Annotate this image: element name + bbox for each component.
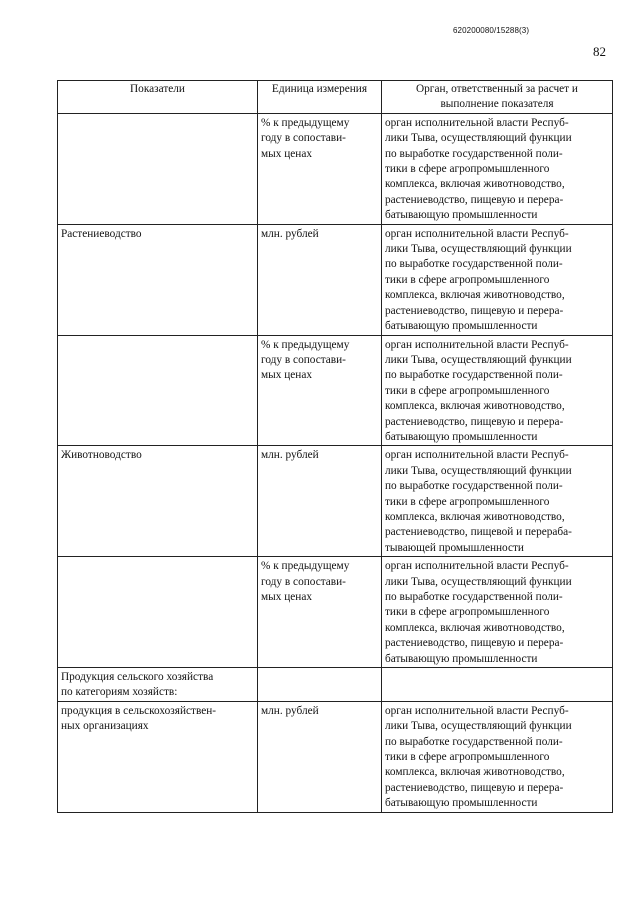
cell-text-line: по выработке государственной поли- bbox=[385, 369, 563, 382]
unit-cell bbox=[258, 557, 382, 668]
responsible-organ-cell bbox=[382, 557, 613, 668]
cell-text-line: году в сопостави- bbox=[261, 132, 346, 145]
cell-text-line: % к предыдущему bbox=[261, 116, 350, 129]
cell-text-line: по выработке государственной поли- bbox=[385, 735, 563, 748]
unit-cell bbox=[258, 701, 382, 812]
table-row bbox=[58, 557, 613, 668]
unit-cell bbox=[258, 446, 382, 557]
table-row bbox=[58, 113, 613, 224]
cell-text-line: Единица измерения bbox=[271, 83, 368, 95]
column-header-unit bbox=[258, 81, 382, 114]
cell-text-line: Продукция сельского хозяйства bbox=[61, 671, 214, 684]
cell-text-line: Животноводство bbox=[61, 449, 142, 462]
cell-text-line: орган исполнительной власти Респуб- bbox=[385, 704, 569, 717]
cell-text-line: по выработке государственной поли- bbox=[385, 591, 563, 603]
table-row bbox=[58, 701, 613, 812]
cell-text-line: орган исполнительной власти Респуб- bbox=[385, 116, 569, 129]
cell-text-line: батывающую промышленности bbox=[385, 797, 538, 810]
cell-text-line: лики Тыва, осуществляющий функции bbox=[385, 575, 572, 588]
column-header-responsible-organ bbox=[382, 81, 613, 114]
responsible-organ-cell bbox=[382, 113, 613, 224]
cell-text-line: тики в сфере агропромышленного bbox=[385, 384, 550, 397]
cell-text-line: орган исполнительной власти Респуб- bbox=[385, 338, 569, 351]
cell-text-line: комплекса, включая животноводство, bbox=[385, 621, 565, 634]
cell-text-line: тики в сфере агропромышленного bbox=[385, 606, 550, 619]
responsible-organ-cell bbox=[382, 668, 613, 702]
cell-text-line: лики Тыва, осуществляющий функции bbox=[385, 243, 572, 256]
indicator-cell bbox=[58, 701, 258, 812]
page-number: 82 bbox=[593, 44, 606, 59]
cell-text-line: млн. рублей bbox=[261, 449, 319, 462]
cell-text-line: растениеводство, пищевую и перера- bbox=[385, 415, 564, 428]
cell-text-line: Показатели bbox=[130, 83, 185, 95]
indicator-cell bbox=[58, 668, 258, 702]
column-header-indicators bbox=[58, 81, 258, 114]
cell-text-line: батывающую промышленности bbox=[385, 209, 538, 222]
indicator-cell bbox=[58, 335, 258, 446]
unit-cell bbox=[258, 224, 382, 335]
indicator-cell bbox=[58, 113, 258, 224]
cell-text-line: % к предыдущему bbox=[261, 560, 350, 573]
cell-text-line: по выработке государственной поли- bbox=[385, 147, 563, 160]
cell-text-line: растениеводство, пищевую и перера- bbox=[385, 193, 564, 206]
cell-text-line: тывающей промышленности bbox=[385, 541, 524, 554]
cell-text-line: лики Тыва, осуществляющий функции bbox=[385, 132, 572, 145]
cell-text-line: комплекса, включая животноводство, bbox=[385, 178, 565, 191]
table-row bbox=[58, 335, 613, 446]
cell-text-line: продукция в сельскохозяйствен- bbox=[61, 704, 217, 717]
cell-text-line: растениеводство, пищевую и перера- bbox=[385, 304, 564, 317]
cell-text-line: тики в сфере агропромышленного bbox=[385, 751, 550, 764]
table-row bbox=[58, 224, 613, 335]
unit-cell bbox=[258, 335, 382, 446]
cell-text-line: орган исполнительной власти Респуб- bbox=[385, 449, 569, 462]
cell-text-line: году в сопостави- bbox=[261, 353, 346, 366]
cell-text-line: комплекса, включая животноводство, bbox=[385, 510, 565, 523]
table-row bbox=[58, 446, 613, 557]
unit-cell bbox=[258, 668, 382, 702]
cell-text-line: батывающую промышленности bbox=[385, 652, 538, 665]
cell-text-line: тики в сфере агропромышленного bbox=[385, 273, 550, 286]
cell-text-line: % к предыдущему bbox=[261, 338, 350, 351]
cell-text-line: мых ценах bbox=[261, 369, 312, 382]
cell-text-line: лики Тыва, осуществляющий функции bbox=[385, 464, 572, 477]
cell-text-line: тики в сфере агропромышленного bbox=[385, 163, 550, 176]
cell-text-line: по категориям хозяйств: bbox=[61, 686, 178, 699]
cell-text-line: году в сопостави- bbox=[261, 575, 346, 588]
indicator-cell bbox=[58, 557, 258, 668]
cell-text-line: млн. рублей bbox=[261, 227, 319, 240]
cell-text-line: растениеводство, пищевую и перера- bbox=[385, 781, 564, 794]
cell-text-line: комплекса, включая животноводство, bbox=[385, 400, 565, 413]
responsible-organ-cell bbox=[382, 701, 613, 812]
indicators-table bbox=[57, 80, 613, 813]
unit-cell bbox=[258, 113, 382, 224]
indicator-cell bbox=[58, 224, 258, 335]
cell-text-line: млн. рублей bbox=[261, 704, 319, 717]
cell-text-line: выполнение показателя bbox=[440, 98, 554, 111]
table-header-row bbox=[58, 81, 613, 114]
cell-text-line: Орган, ответственный за расчет и bbox=[416, 83, 578, 95]
cell-text-line: орган исполнительной власти Респуб- bbox=[385, 560, 569, 573]
cell-text-line: батывающую промышленности bbox=[385, 320, 538, 333]
cell-text-line: ных организациях bbox=[61, 720, 149, 733]
cell-text-line: мых ценах bbox=[261, 147, 312, 160]
cell-text-line: комплекса, включая животноводство, bbox=[385, 289, 565, 302]
cell-text-line: комплекса, включая животноводство, bbox=[385, 766, 565, 779]
responsible-organ-cell bbox=[382, 224, 613, 335]
responsible-organ-cell bbox=[382, 446, 613, 557]
cell-text-line: лики Тыва, осуществляющий функции bbox=[385, 353, 572, 366]
cell-text-line: растениеводство, пищевую и перера- bbox=[385, 637, 564, 650]
cell-text-line: батывающую промышленности bbox=[385, 430, 538, 443]
indicator-cell bbox=[58, 446, 258, 557]
cell-text-line: мых ценах bbox=[261, 591, 312, 603]
responsible-organ-cell bbox=[382, 335, 613, 446]
cell-text-line: по выработке государственной поли- bbox=[385, 258, 563, 271]
cell-text-line: растениеводство, пищевой и перераба- bbox=[385, 526, 572, 539]
cell-text-line: по выработке государственной поли- bbox=[385, 480, 563, 493]
cell-text-line: лики Тыва, осуществляющий функции bbox=[385, 720, 572, 733]
cell-text-line: тики в сфере агропромышленного bbox=[385, 495, 550, 508]
cell-text-line: орган исполнительной власти Респуб- bbox=[385, 227, 569, 240]
cell-text-line: Растениеводство bbox=[61, 227, 142, 240]
document-id: 620200080/15288(3) bbox=[453, 26, 530, 35]
table-row bbox=[58, 668, 613, 702]
